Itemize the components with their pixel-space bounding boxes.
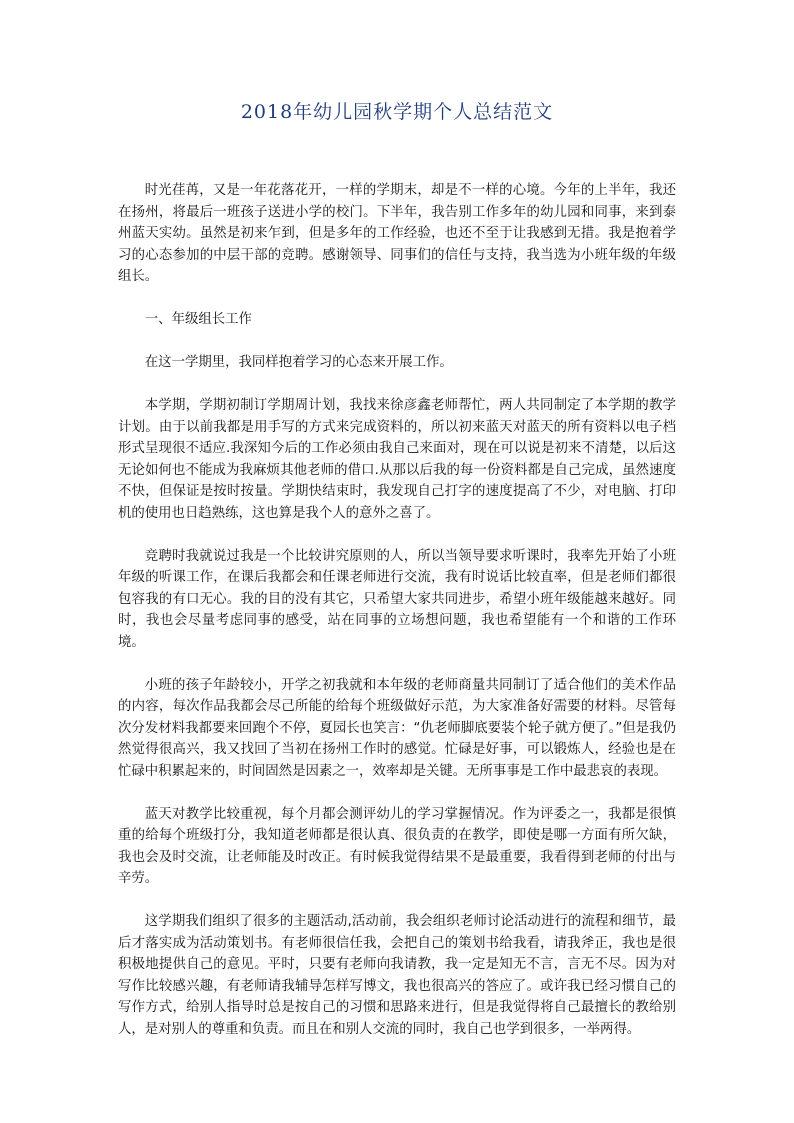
section-heading: 一、年级组长工作 (144, 312, 252, 327)
document-body (118, 180, 676, 1062)
paragraph-planning: 本学期，学期初制订学期周计划，我找来徐彦鑫老师帮忙，两人共同制定了本学期的教学计划。由于以前我都是用手写的方式来完成资料的，所以初来蓝天对蓝天的所有资料以电子档形式呈现很不适应.我深知今后的工作必须由我自己来面对，现在可以说是初来不清楚，以后这无论如何也不能成为我麻烦其他老师的借口.从那以后我的每一份资料都是自己完成，虽然速度不快，但保证是按时按量。学期快结束时，我发现自己打字的速度提高了不少，对电脑、打印机的使用也日趋熟练，这也算是我个人的意外之喜了。 (118, 398, 676, 521)
paragraph-lesson-observation: 竞聘时我就说过我是一个比较讲究原则的人，所以当领导要求听课时，我率先开始了小班年级的听课工作，在课后我都会和任课老师进行交流，我有时说话比较直率，但是老师们都很包容我的有口无心。我的目的没有其它，只希望大家共同进步，希望小班年级能越来越好。同时，我也会尽量考虑同事的感受，站在同事的立场想问题，我也希望能有一个和谐的工作环境。 (118, 548, 676, 650)
paragraph-art-works: 小班的孩子年龄较小，开学之初我就和本年级的老师商量共同制订了适合他们的美术作品的内容，每次作品我都会尽己所能的给每个班级做好示范，为大家准备好需要的材料。尽管每次分发材料我都要来回跑个不停，夏园长也笑言：“仇老师脚底要装个轮子就方便了。”但是我仍然觉得很高兴，我又找回了当初在扬州工作时的感觉。忙碌是好事，可以锻炼人，经验也是在忙碌中积累起来的，时间固然是因素之一，效率却是关键。无所事事是工作中最悲哀的表现。 (118, 677, 676, 779)
paragraph-intro: 时光荏苒，又是一年花落花开，一样的学期末，却是不一样的心境。今年的上半年，我还在扬州，将最后一班孩子送进小学的校门。下半年，我告别工作多年的幼儿园和同事，来到泰州蓝天实幼。虽然是初来乍到，但是多年的工作经验，也还不至于让我感到无措。我是抱着学习的心态参加的中层干部的竞聘。感谢领导、同事们的信任与支持，我当选为小班年级的年级组长。 (118, 183, 676, 284)
paragraph-activities: 这学期我们组织了很多的主题活动,活动前，我会组织老师讨论活动进行的流程和细节，最后才落实成为活动策划书。有老师很信任我，会把自己的策划书给我看，请我斧正，我也是很积极地提供自己的意见。平时，只要有老师向我请教，我一定是知无不言，言无不尽。因为对写作比较感兴趣，有老师请我辅导怎样写博文，我也很高兴的答应了。或许我已经习惯自己的写作方式，给别人指导时总是按自己的习惯和思路来进行，但是我觉得将自己最擅长的教给别人，是对别人的尊重和负责。而且在和别人交流的同时，我自己也学到很多，一举两得。 (118, 914, 676, 1037)
document-title: 2018年幼儿园秋学期个人总结范文 (240, 101, 554, 123)
paragraph-evaluation: 蓝天对教学比较重视，每个月都会测评幼儿的学习掌握情况。作为评委之一，我都是很慎重的给每个班级打分，我知道老师都是很认真、很负责的在教学，即使是哪一方面有所欠缺，我也会及时交流，让老师能及时改正。有时候我觉得结果不是最重要，我看得到老师的付出与辛劳。 (118, 806, 676, 886)
paragraph-attitude: 在这一学期里，我同样抱着学习的心态来开展工作。 (144, 355, 453, 370)
